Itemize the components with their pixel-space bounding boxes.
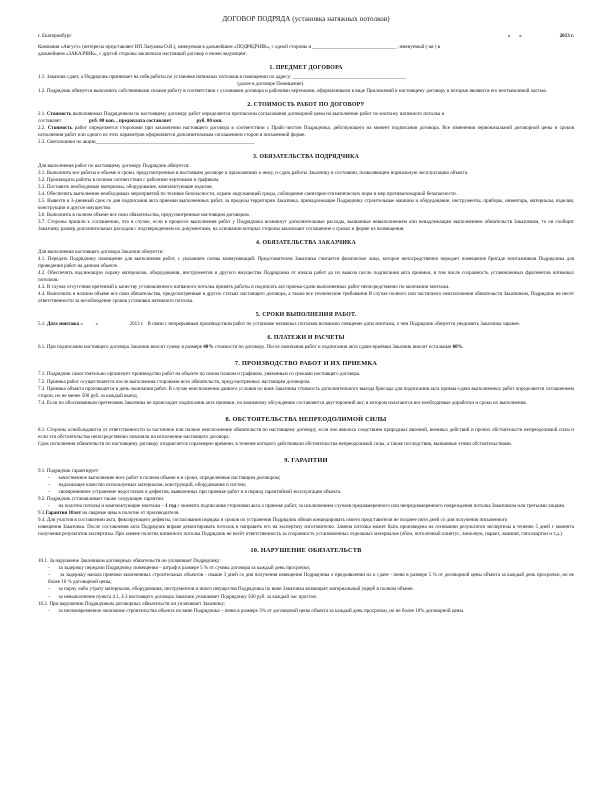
section-title: 5. СРОКИ ВЫПОЛНЕНИЯ РАБОТ. xyxy=(255,312,357,319)
section-paragraph: 3.4. Обеспечить выполнение необходимых мероприятий по технике безопасности, охране окружающей среды, соблюдение санитарно-гигиенических норм и мер противопожарной безопасности. xyxy=(38,190,458,197)
section-paragraph: - своевременное устранение недостатков и дефектов, выявленных при приемке работ и в период гарантийной эксплуатации объекта. xyxy=(48,488,342,495)
section-paragraph: 10.2. При нарушении Подрядчиком договорных обязательств он уплачивает Заказчику: xyxy=(38,600,226,607)
intro xyxy=(38,44,574,58)
section-paragraph: 5.1. Дата монтажа « » 2013 г. В связи с непрерывным производством работ по установке натяжных потолков возможно смещение даты монтажа, о чем Подрядчик обязуется уведомить Заказчика заранее. xyxy=(38,321,521,328)
section-paragraph: 9.2. Подрядчик устанавливает также следующие гарантии: xyxy=(38,496,165,503)
section-paragraph: 3.5. Вывезти в 3-дневный срок со дня подписания акта приемки выполненных работ, за пределы территории Заказчика, принадлежащие Подрядчику строительные машины и оборудование, инструменты, приборы, инвентарь, материалы, изделия, конструкции и другое имущество. xyxy=(38,197,574,211)
section-paragraph: Срок исполнения обязательств по настоящему договору отодвигается соразмерно времени, в течение которого действовали обстоятельства непреодолимой силы, а также последствия, вызванные этими обстоятельствами. xyxy=(38,440,512,447)
section-paragraph: Для выполнения настоящего договора Заказчик обязуется: xyxy=(38,248,164,255)
section-paragraph: - за невыполнение пункта 4.1, 4.3 настоящего договора Заказчик уплачивает Подрядчику 500 руб. за каждый час простоя. xyxy=(48,593,317,600)
section-paragraph: 9.4. Для участия в составлении акта, фиксирующего дефекты, согласования порядка и сроков их устранения Подрядчик обязан командировать своего представителя не позднее пяти дней со дня получения письменного xyxy=(38,517,508,524)
section-title: 1. ПРЕДМЕТ ДОГОВОРА xyxy=(269,65,343,72)
section-paragraph: 4.3. В случае отсутствия претензий к качеству установленного натяжного потолка принять работы и подписать акт приема-сдачи выполненных работ непосредственно по окончании монтажа. xyxy=(38,284,450,291)
section-paragraph: (далее в договоре Помещение). xyxy=(38,81,305,88)
section-paragraph: 4.1. Передать Подрядчику помещение для выполнения работ, с указанием схемы коммуникаций. Представителем Заказчика считается физическое лицо, которое непосредственно передает помещение бригаде монтажников Подрядчика для проведения работ на данном объекте. xyxy=(38,256,574,270)
section-paragraph: 6.1. При подписании настоящего договора Заказчик вносит сумму в размере 40% стоимости по договору. После окончания работ и подписания акта сдачи-приёмки Заказчик вносит остальные 60%. xyxy=(38,344,464,351)
document-title: ДОГОВОР ПОДРЯДА (установка натяжных потолков) xyxy=(222,15,390,23)
section-paragraph: 2.2. Стоимость работ определяется сторонами при заключении настоящего договора в соответствии с Прайс-листом Подрядчика, действующего на момент подписания договора. Все изменения первоначальной договорной цены и сроков исполнения работ или одного из этих параметров оформляются дополнительным соглашением сторон в письменной форме. xyxy=(38,125,574,139)
contract-date: « » 2013 г. xyxy=(507,33,574,39)
section-paragraph: - качественное выполнение всех работ в полном объеме и в сроки, определенные настоящим договором; xyxy=(48,474,281,481)
section-paragraph: - надлежащее качество используемых материалов, конструкций, оборудования и систем; xyxy=(48,481,247,488)
section-paragraph: 9.1. Подрядчик гарантирует: xyxy=(38,467,100,474)
section-title: 9. ГАРАНТИИ xyxy=(284,456,328,464)
section-paragraph: 3.7. Стороны пришли к соглашению, что в случае, если в процессе выполнения работ у Подрядчика возникнут дополнительные расходы, вызванные невыполнением или ненадлежащим выполнением обязательств Заказчиком, то он сообщит Заказчику размер дополнительных расходов с подтверждением их документами, на основании которых стороны заключают соглашение о сроках и форме их возмещения. xyxy=(38,218,574,232)
city: г. Екатеринбург xyxy=(38,33,72,39)
section-paragraph: 4.2. Обеспечить надлежащую охрану материалов, оборудования, инструментов и другого имущества Подрядчика от начала работ до их вывоза после подписания акта приемки, в том числе сохранность установленных фрагментов натяжных потолков. xyxy=(38,270,574,284)
section-title: 8. ОБСТОЯТЕЛЬСТВА НЕПРЕОДОЛИМОЙ СИЛЫ xyxy=(225,415,387,423)
section-paragraph: 4.4. Выполнить в полном объеме все свои обязательства, предусмотренные в других статьях настоящего договора, а также все технические требования В случае полного или частичного неисполнения обязательств Заказчиком, Подрядчик не несет ответственности за несоблюдение сроков установки натяжного потолка. xyxy=(38,291,574,305)
section-paragraph: 10.1. За нарушение Заказчиком договорных обязательств он уплачивает Подрядчику: xyxy=(38,558,221,565)
section-paragraph: 8.1. Стороны освобождаются от ответственности за частичное или полное неисполнение обязательств по настоящему договору, если оно явилось следствием природных явлений, военных действий и прочих обстоятельств непреодолимой силы и если эти обстоятельства непосредственно повлияли на исполнение настоящего договора. xyxy=(38,426,574,440)
section-title: 2. СТОИМОСТЬ РАБОТ ПО ДОГОВОРУ xyxy=(247,102,365,109)
section-paragraph: 7.2. Приемка работ осуществляется после выполнения сторонами всех обязательств, предусмотренных настоящим договором. xyxy=(38,378,311,385)
section-paragraph: 7.4. Если по обоснованным претензиям Заказчика не происходит подписания акта приемки, по взаимному обсуждению составляется двусторонний акт, в котором излагаются все необходимые доработки и сроки их выполнения. xyxy=(38,399,527,406)
section-title: 7. ПРОИЗВОДСТВО РАБОТ И ИХ ПРИЕМКА xyxy=(234,360,378,368)
section-paragraph: 3.3. Поставить необходимые материалы, оборудование, комплектующие изделия. xyxy=(38,183,213,190)
section-title: 3. ОБЯЗАТЕЛЬСТВА ПОДРЯДЧИКА xyxy=(252,153,360,160)
section-paragraph: - за задержку начала приемки законченных строительных объектов - свыше 3 дней со дня получения извещения Подрядчика о предъявлении их к сдаче - пеню в размере 5 % от договорной цены объекта за каждый день просрочки, но не более 10 % договорной цены; xyxy=(48,572,576,586)
section-paragraph: - за порчу либо утрату материалов, оборудования, инструментов и иного имущества Подрядчика по вине Заказчика возмещает материальный ущерб в полном объеме. xyxy=(48,586,414,593)
section-paragraph: - за задержку передачи Подрядчику помещения – штраф в размере 5 % от суммы договора за каждый день просрочки; xyxy=(48,565,311,572)
section-paragraph: 9.3.Гарантия 10лет на сварные швы в полотне от производителя. xyxy=(38,510,180,517)
intro-paragraph: Компания «Август» (интересы представляет ИП Лазукова О.В.), именуемая в дальнейшем «ПОДРЯДЧИК», с одной стороны и _________________________________ , именуемый (-ая ) в xyxy=(38,44,441,51)
section-paragraph: 3.1. Выполнить все работы в объеме и сроки, предусмотренные в настоящем договоре и приложениях к нему, и сдать работы Заказчику в состоянии, позволяющем нормальную эксплуатацию объекта. xyxy=(38,169,469,176)
section-paragraph: 2.3. Светильники по акции_______________________________________________________________ xyxy=(38,139,255,146)
section-title: 4. ОБЯЗАТЕЛЬСТВА ЗАКАЗЧИКА xyxy=(256,239,356,246)
section-paragraph: Для выполнения работ по настоящему договору Подрядчик обязуется: xyxy=(38,162,190,169)
intro-paragraph: дальнейшем «ЗАКАЗЧИК», с другой стороны заключили настоящий договор о нижеследующем: xyxy=(38,51,247,58)
section-paragraph: 3.2. Производить работы в полном соответствии с рабочими чертежами и графиком. xyxy=(38,176,220,183)
section-paragraph: - на полотна потолка и комплектующие монтажа – 1 год с момента подписания сторонами акта о приемке работ, за исключением случаев преднамеренного или непреднамеренного повреждения потолка Заказчиком или третьими лицами. xyxy=(48,503,566,510)
document-header xyxy=(38,33,574,40)
section-paragraph: 1.1. Заказчик сдает, а Подрядчик принимает на себя работы по установке натяжных потолков в помещении по адресу: _____________________________________________ xyxy=(38,74,407,81)
section-paragraph: извещения Заказчика. После составления акта Подрядчик вправе демонтировать потолок и направить его на экспертизу изготовителю. Замена потолка может быть произведена на основании результатов экспертизы в течение 5 дней с момента получения результатов экспертизы. При замене полотна натяжного потолка Подрядчик не несёт ответственность за сохранность установленных отдельных материалов (обои, потолочный плинтус, линолеум, паркет, ламинат, гипсокартон и т.д.). xyxy=(38,524,574,538)
contract-sections xyxy=(38,64,574,615)
section-paragraph: - за несвоевременное окончание строительства объекта по вине Подрядчика – пеню в размере 3% от договорной цены объекта за каждый день просрочки, но не более 10% договорной цены. xyxy=(48,607,465,614)
section-paragraph: составляет руб. 00 коп. , предоплата составляет руб. 00 коп. xyxy=(38,118,223,125)
section-paragraph: 7.1. Подрядчик самостоятельно организует производство работ на объекте по своим планам и графикам, увязанным со сроками настоящего договора. xyxy=(38,371,361,378)
section-paragraph: 1.2. Подрядчик обязуется выполнить собственными силами работу в соответствии с условиями договора и рабочими чертежами, оформленными в виде Приложений к настоящему договору и которые являются его неотъемлемой частью. xyxy=(38,88,548,95)
section-title: 10. НАРУШЕНИЕ ОБЯЗАТЕЛЬСТВ xyxy=(250,547,362,555)
section-paragraph: 3.6. Выполнить в полном объеме все свои обязательства, предусмотренные настоящим договором. xyxy=(38,211,250,218)
section-title: 6. ПЛАТЕЖИ И РАСЧЕТЫ xyxy=(267,335,345,342)
section-paragraph: 7.3. Приемка объекта производится в день окончания работ. В случае неисполнения данного условия по вине Заказчика стоимость дополнительного выезда бригады для подписания акта приема-сдачи выполненных работ определяется соглашением сторон, но не менее 500 руб. за каждый выезд. xyxy=(38,385,574,399)
section-paragraph: 2.1. Стоимость выполняемых Подрядчиком по настоящему договору работ определяется протоколом согласования договорной цены на выполнение работ по монтажу натяжного потолка и xyxy=(38,111,445,118)
